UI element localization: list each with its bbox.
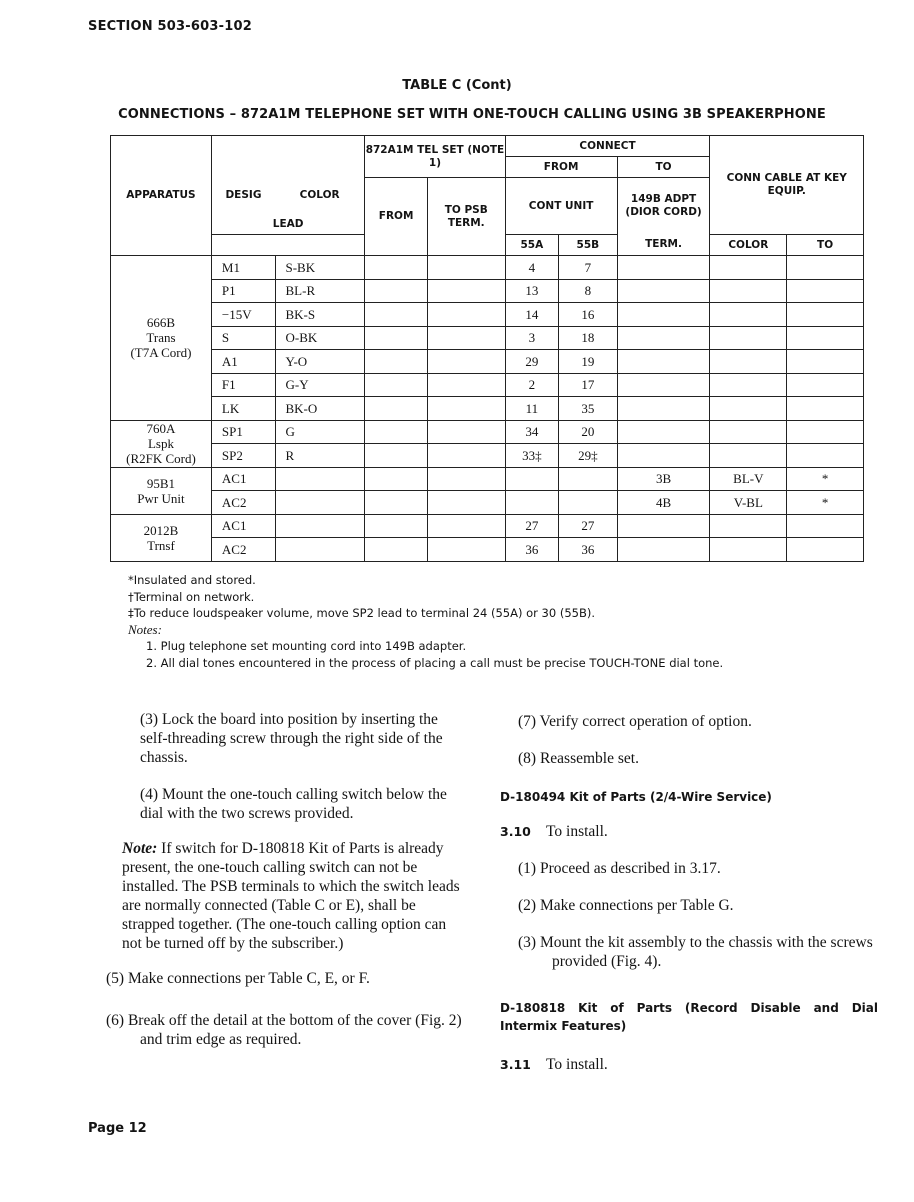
to-psb-cell	[427, 256, 505, 280]
color-cell: Y-O	[275, 350, 365, 374]
table-row	[111, 256, 864, 280]
apparatus-cell: 760A Lspk (R2FK Cord)	[111, 420, 212, 467]
table-row	[111, 444, 864, 468]
step-6: (6) Break off the detail at the bottom of the cover (Fig. 2) and trim edge as required.	[106, 1012, 462, 1048]
header-from: FROM	[365, 178, 428, 256]
to-psb-cell	[427, 538, 505, 562]
right-column	[500, 712, 878, 1074]
from-cell	[365, 373, 428, 397]
header-term: TERM.	[617, 235, 710, 256]
desig-cell: P1	[211, 279, 275, 303]
desig-cell: −15V	[211, 303, 275, 327]
to-psb-cell	[427, 514, 505, 538]
header-55b: 55B	[559, 235, 618, 256]
term-cell	[617, 397, 710, 421]
to-psb-cell	[427, 279, 505, 303]
desig-cell: SP2	[211, 444, 275, 468]
footnote: *Insulated and stored.	[128, 573, 256, 587]
cable-to-cell	[787, 326, 864, 350]
table-body	[111, 256, 864, 562]
desig-cell: AC2	[211, 491, 275, 515]
c55b-cell	[559, 467, 618, 491]
term-cell	[617, 514, 710, 538]
to-psb-cell	[427, 491, 505, 515]
cable-color-cell	[710, 444, 787, 468]
c55b-cell	[559, 491, 618, 515]
paragraph-3-10: 3.10 To install.	[500, 823, 608, 840]
desig-cell: LK	[211, 397, 275, 421]
c55a-cell: 36	[505, 538, 558, 562]
header-conn-cable: CONN CABLE AT KEY EQUIP.	[710, 136, 864, 235]
table-row	[111, 303, 864, 327]
step-5: (5) Make connections per Table C, E, or F.	[106, 970, 370, 987]
apparatus-cell: 2012B Trnsf	[111, 514, 212, 561]
cable-color-cell	[710, 514, 787, 538]
from-cell	[365, 420, 428, 444]
desig-cell: AC2	[211, 538, 275, 562]
header-tel-set: 872A1M TEL SET (NOTE 1)	[365, 136, 505, 178]
cable-color-cell	[710, 420, 787, 444]
desig-cell: A1	[211, 350, 275, 374]
from-cell	[365, 491, 428, 515]
term-cell	[617, 444, 710, 468]
step-8: (8) Reassemble set.	[518, 750, 639, 767]
apparatus-cell: 666B Trans (T7A Cord)	[111, 256, 212, 421]
color-cell: BK-O	[275, 397, 365, 421]
term-cell	[617, 420, 710, 444]
from-cell	[365, 303, 428, 327]
cable-color-cell	[710, 326, 787, 350]
to-psb-cell	[427, 397, 505, 421]
cable-color-cell	[710, 256, 787, 280]
c55a-cell	[505, 491, 558, 515]
step-4: (4) Mount the one-touch calling switch below the dial with the two screws provided.	[140, 786, 447, 822]
color-cell	[275, 538, 365, 562]
to-psb-cell	[427, 373, 505, 397]
term-cell: 3B	[617, 467, 710, 491]
from-cell	[365, 279, 428, 303]
c55b-cell: 35	[559, 397, 618, 421]
page-number: Page 12	[88, 1121, 147, 1136]
table-row	[111, 514, 864, 538]
header-connect-to: TO	[617, 157, 710, 178]
c55a-cell: 11	[505, 397, 558, 421]
from-cell	[365, 467, 428, 491]
color-cell: R	[275, 444, 365, 468]
desig-cell: M1	[211, 256, 275, 280]
c55b-cell: 8	[559, 279, 618, 303]
desig-cell: SP1	[211, 420, 275, 444]
cable-color-cell: BL-V	[710, 467, 787, 491]
header-adpt: 149B ADPT (DIOR CORD)	[617, 178, 710, 235]
note-item: 2. All dial tones encountered in the process of placing a call must be precise TOUCH-TONE dial tone.	[146, 655, 724, 670]
desig-cell: AC1	[211, 514, 275, 538]
to-psb-cell	[427, 350, 505, 374]
kit-heading-d180494: D-180494 Kit of Parts (2/4-Wire Service)	[500, 790, 772, 804]
color-cell: BK-S	[275, 303, 365, 327]
header-connect-from: FROM	[505, 157, 617, 178]
term-cell: 4B	[617, 491, 710, 515]
cable-to-cell	[787, 514, 864, 538]
cable-to-cell	[787, 373, 864, 397]
c55a-cell: 29	[505, 350, 558, 374]
cable-to-cell	[787, 279, 864, 303]
table-subtitle: TABLE C (Cont)	[402, 78, 512, 93]
c55b-cell: 19	[559, 350, 618, 374]
cable-color-cell	[710, 279, 787, 303]
from-cell	[365, 326, 428, 350]
term-cell	[617, 326, 710, 350]
cable-color-cell	[710, 397, 787, 421]
table-row	[111, 279, 864, 303]
section-header: SECTION 503-603-102	[88, 19, 252, 34]
color-cell: G-Y	[275, 373, 365, 397]
c55a-cell: 14	[505, 303, 558, 327]
from-cell	[365, 350, 428, 374]
cable-color-cell	[710, 538, 787, 562]
header-to-psb: TO PSB TERM.	[427, 178, 505, 256]
step-7: (7) Verify correct operation of option.	[518, 713, 752, 730]
cable-to-cell	[787, 303, 864, 327]
term-cell	[617, 350, 710, 374]
desig-cell: S	[211, 326, 275, 350]
apparatus-cell: 95B1 Pwr Unit	[111, 467, 212, 514]
from-cell	[365, 397, 428, 421]
desig-cell: F1	[211, 373, 275, 397]
color-cell	[275, 514, 365, 538]
header-55a: 55A	[505, 235, 558, 256]
connections-table	[110, 135, 864, 562]
kit1-step-1: (1) Proceed as described in 3.17.	[518, 860, 721, 877]
c55a-cell: 33‡	[505, 444, 558, 468]
to-psb-cell	[427, 444, 505, 468]
cable-color-cell: V-BL	[710, 491, 787, 515]
header-connect: CONNECT	[505, 136, 710, 157]
paragraph-number: 3.10	[500, 824, 531, 839]
from-cell	[365, 538, 428, 562]
c55b-cell: 17	[559, 373, 618, 397]
cable-to-cell	[787, 444, 864, 468]
note-label: Note:	[122, 840, 158, 857]
c55b-cell: 16	[559, 303, 618, 327]
kit1-step-3: (3) Mount the kit assembly to the chassis with the screws provided (Fig. 4).	[518, 934, 873, 970]
c55b-cell: 29‡	[559, 444, 618, 468]
header-lead: LEAD	[211, 136, 364, 235]
table-row	[111, 538, 864, 562]
header-cable-color: COLOR	[710, 235, 787, 256]
cable-to-cell	[787, 397, 864, 421]
color-cell: S-BK	[275, 256, 365, 280]
color-cell	[275, 491, 365, 515]
kit-heading-d180818: D-180818 Kit of Parts (Record Disable and Dial Intermix Features)	[500, 1001, 878, 1033]
header-cable-to: TO	[787, 235, 864, 256]
table-row	[111, 373, 864, 397]
cable-color-cell	[710, 373, 787, 397]
kit1-step-2: (2) Make connections per Table G.	[518, 897, 734, 914]
from-cell	[365, 444, 428, 468]
color-cell	[275, 467, 365, 491]
header-cont-unit: CONT UNIT	[505, 178, 617, 235]
cable-to-cell	[787, 420, 864, 444]
table-row	[111, 467, 864, 491]
from-cell	[365, 514, 428, 538]
table-row	[111, 491, 864, 515]
desig-cell: AC1	[211, 467, 275, 491]
cable-to-cell	[787, 256, 864, 280]
to-psb-cell	[427, 326, 505, 350]
term-cell	[617, 256, 710, 280]
switch-note	[106, 839, 468, 953]
color-cell: BL-R	[275, 279, 365, 303]
from-cell	[365, 256, 428, 280]
header-apparatus: APPARATUS	[111, 136, 212, 256]
table-footnotes	[128, 572, 723, 671]
table-row	[111, 397, 864, 421]
table-row	[111, 350, 864, 374]
to-psb-cell	[427, 420, 505, 444]
footnote: ‡To reduce loudspeaker volume, move SP2 lead to terminal 24 (55A) or 30 (55B).	[128, 606, 595, 620]
step-3: (3) Lock the board into position by inserting the self-threading screw through the right side of the chassis.	[140, 711, 443, 766]
cable-to-cell	[787, 538, 864, 562]
term-cell	[617, 373, 710, 397]
c55a-cell: 3	[505, 326, 558, 350]
cable-to-cell: *	[787, 491, 864, 515]
term-cell	[617, 538, 710, 562]
table-row	[111, 326, 864, 350]
color-cell: O-BK	[275, 326, 365, 350]
to-psb-cell	[427, 467, 505, 491]
note-text: If switch for D-180818 Kit of Parts is already present, the one-touch calling switch can not be installed. The PSB terminals to which the switch leads are normally connected (Table C or E), shall be strapped together. (The one-touch calling option can not be turned off by the subscriber.)	[122, 840, 460, 952]
c55b-cell: 27	[559, 514, 618, 538]
term-cell	[617, 303, 710, 327]
c55a-cell	[505, 467, 558, 491]
c55a-cell: 13	[505, 279, 558, 303]
footnote: †Terminal on network.	[128, 589, 255, 604]
c55b-cell: 36	[559, 538, 618, 562]
left-column	[106, 710, 468, 1049]
table-row	[111, 420, 864, 444]
color-cell: G	[275, 420, 365, 444]
term-cell	[617, 279, 710, 303]
c55b-cell: 18	[559, 326, 618, 350]
cable-to-cell	[787, 350, 864, 374]
to-psb-cell	[427, 303, 505, 327]
header-desig: DESIG	[225, 188, 262, 201]
notes-label: Notes:	[128, 621, 162, 637]
c55b-cell: 7	[559, 256, 618, 280]
cable-color-cell	[710, 303, 787, 327]
cable-color-cell	[710, 350, 787, 374]
paragraph-3-11: 3.11 To install.	[500, 1056, 608, 1073]
paragraph-number: 3.11	[500, 1057, 531, 1072]
header-color: COLOR	[299, 188, 340, 201]
c55a-cell: 4	[505, 256, 558, 280]
cable-to-cell: *	[787, 467, 864, 491]
c55a-cell: 27	[505, 514, 558, 538]
c55a-cell: 2	[505, 373, 558, 397]
table-title: CONNECTIONS – 872A1M TELEPHONE SET WITH ONE-TOUCH CALLING USING 3B SPEAKERPHONE	[118, 107, 826, 122]
c55b-cell: 20	[559, 420, 618, 444]
c55a-cell: 34	[505, 420, 558, 444]
note-item: 1. Plug telephone set mounting cord into 149B adapter.	[146, 639, 467, 653]
